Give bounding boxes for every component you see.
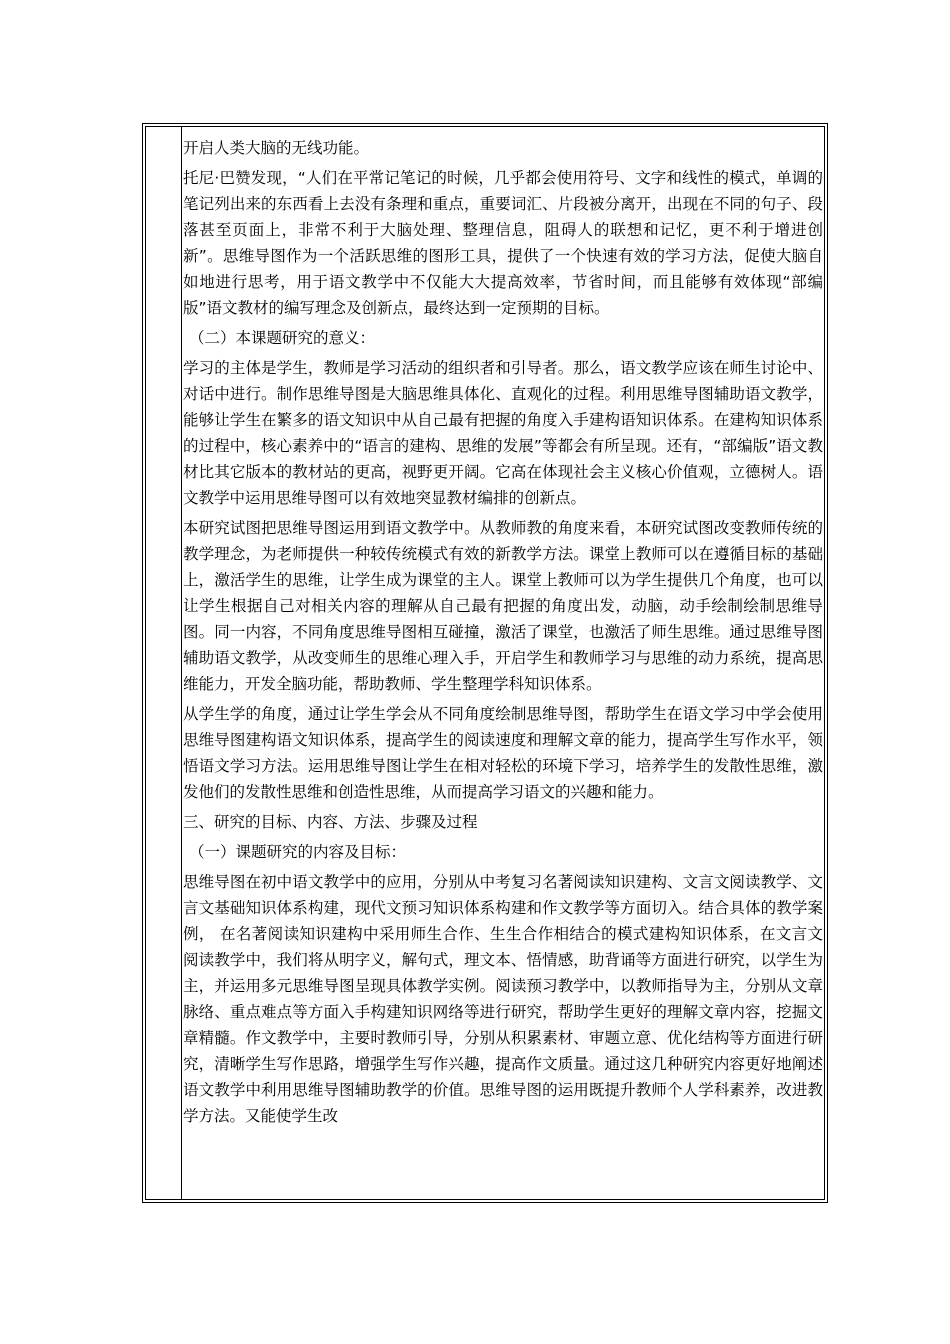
table-column-divider bbox=[181, 127, 182, 1199]
section-heading: 三、研究的目标、内容、方法、步骤及过程 bbox=[183, 813, 478, 831]
paragraph: 从学生学的角度，通过让学生学会从不同角度绘制思维导图，帮助学生在语文学习中学会使用思维导图建构语文知识体系，提高学生的阅读速度和理解文章的能力，提高学生写作水平，领悟语文学习方法。运用思维导图让学生在相对轻松的环境下学习，培养学生的发散性思维，激发他们的发散性思维和创造性思维，从而提高学习语文的兴趣和能力。 bbox=[183, 705, 823, 801]
document-body bbox=[183, 135, 823, 1133]
document-table-inner-border bbox=[145, 126, 825, 1200]
document-table-frame bbox=[142, 123, 828, 1203]
section-subheading: （二）本课题研究的意义： bbox=[189, 329, 376, 347]
paragraph: 学习的主体是学生，教师是学习活动的组织者和引导者。那么，语文教学应该在师生讨论中、对话中进行。制作思维导图是大脑思维具体化、直观化的过程。利用思维导图辅助语文教学，能够让学生在繁多的语文知识中从自己最有把握的角度入手建构语知识体系。在建构知识体系的过程中，核心素养中的“语言的建构、思维的发展”等都会有所呈现。还有，“部编版”语文教材比其它版本的教材站的更高，视野更开阔。它高在体现社会主义核心价值观，立德树人。语文教学中运用思维导图可以有效地突显教材编排的创新点。 bbox=[183, 359, 823, 507]
paragraph: 开启人类大脑的无线功能。 bbox=[183, 139, 370, 157]
paragraph: 本研究试图把思维导图运用到语文教学中。从教师教的角度来看，本研究试图改变教师传统的教学理念，为老师提供一种较传统模式有效的新教学方法。课堂上教师可以在遵循目标的基础上，激活学生的思维，让学生成为课堂的主人。课堂上教师可以为学生提供几个角度，也可以让学生根据自己对相关内容的理解从自己最有把握的角度出发，动脑，动手绘制绘制思维导图。同一内容，不同角度思维导图相互碰撞，激活了课堂，也激活了师生思维。通过思维导图辅助语文教学，从改变师生的思维心理入手，开启学生和教师学习与思维的动力系统，提高思维能力，开发全脑功能，帮助教师、学生整理学科知识体系。 bbox=[183, 519, 823, 693]
paragraph: 思维导图在初中语文教学中的应用，分别从中考复习名著阅读知识建构、文言文阅读教学、文言文基础知识体系构建，现代文预习知识体系构建和作文教学等方面切入。结合具体的教学案例， 在名著阅读知识建构中采用师生合作、生生合作相结合的模式建构知识体系，在文言文阅读教学中，我们将从明字义，解句式，理文本、悟情感，助背诵等方面进行研究，以学生为主，并运用多元思维导图呈现具体教学实例。阅读预习教学中，以教师指导为主，分别从文章脉络、重点难点等方面入手构建知识网络等进行研究，帮助学生更好的理解文章内容，挖掘文章精髓。作文教学中，主要时教师引导，分别从积累素材、审题立意、优化结构等方面进行研究，清晰学生写作思路，增强学生写作兴趣，提高作文质量。通过这几种研究内容更好地阐述语文教学中利用思维导图辅助教学的价值。思维导图的运用既提升教师个人学科素养，改进教学方法。又能使学生改 bbox=[183, 873, 823, 1125]
section-subheading: （一）课题研究的内容及目标： bbox=[189, 843, 407, 861]
paragraph: 托尼·巴赞发现，“人们在平常记笔记的时候，几乎都会使用符号、文字和线性的模式，单调的笔记列出来的东西看上去没有条理和重点，重要词汇、片段被分离开，出现在不同的句子、段落甚至页面上，非常不利于大脑处理、整理信息，阻碍人的联想和记忆，更不利于增进创新”。思维导图作为一个活跃思维的图形工具，提供了一个快速有效的学习方法，促使大脑自如地进行思考，用于语文教学中不仅能大大提高效率，节省时间，而且能够有效体现“部编版”语文教材的编写理念及创新点，最终达到一定预期的目标。 bbox=[183, 169, 823, 317]
